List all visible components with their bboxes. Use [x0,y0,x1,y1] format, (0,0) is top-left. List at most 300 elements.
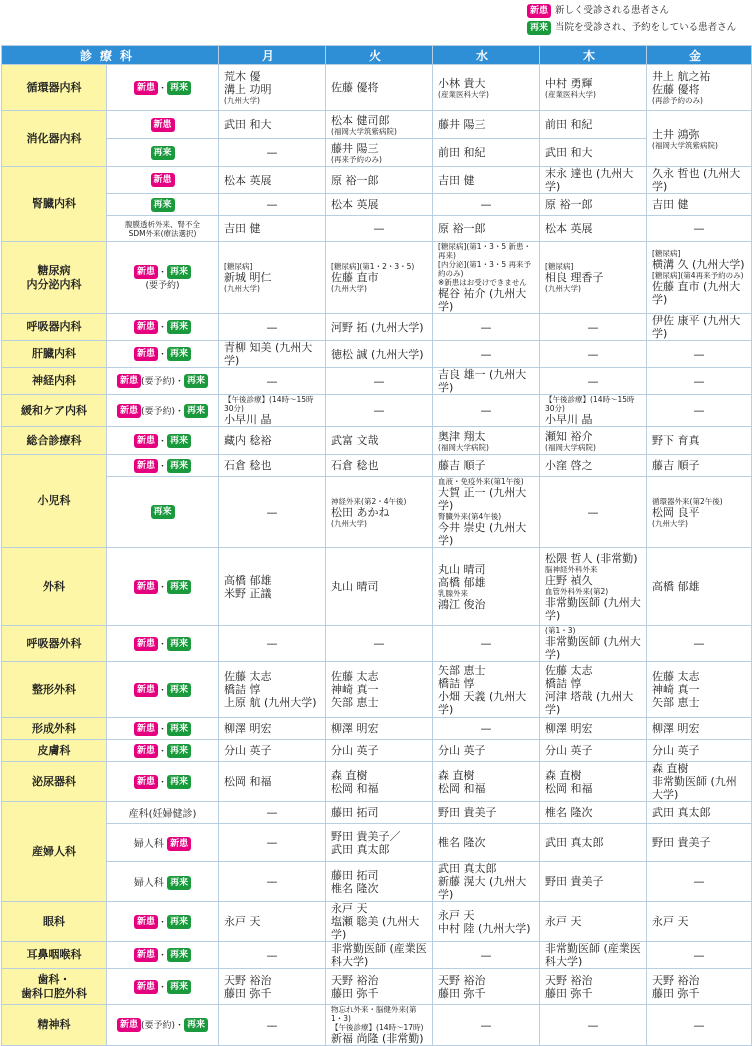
category-cell [107,824,219,862]
doctor-cell [540,548,647,626]
doctor-line: — [480,347,492,361]
new-patient-badge: 新患 [151,173,175,187]
doctor-cell [326,167,433,194]
doctor-cell [540,395,647,427]
category-separator: (要予約)・ [140,406,185,417]
new-patient-badge: 新患 [527,4,551,18]
doctor-line: 神経外来(第2・4午後) [331,496,407,506]
doctor-line: 藤田 弥千 [545,986,593,1000]
doctor-line: — [587,320,599,334]
doctor-line: 天野 裕治 [545,973,593,987]
doctor-cell [647,242,752,314]
doctor-line: 分山 英子 [438,744,486,757]
doctor-line: — [373,374,385,388]
doctor-cell [647,65,752,111]
doctor-line: (九州大学) [331,518,367,528]
doctor-cell [219,242,326,314]
department-name: 泌尿器科 [2,762,107,802]
doctor-cell [219,216,326,242]
category-cell [107,167,219,194]
table-row [2,455,752,477]
doctor-line: 【午後診療】(14時〜15時30分) [545,395,635,413]
doctor-line: 久永 哲也 (九州大学) [652,167,741,193]
doctor-cell [326,111,433,139]
doctor-line: 柳澤 明宏 [652,722,700,735]
return-patient-badge: 再来 [151,198,175,212]
doctor-line: 佐藤 太志 [331,670,379,683]
new-patient-badge: 新患 [134,948,158,962]
doctor-cell [540,802,647,824]
doctor-cell [219,65,326,111]
doctor-cell [433,969,540,1005]
doctor-line: 非常勤医師 (産業医科大学) [545,942,641,968]
category-separator: ・ [158,461,168,472]
doctor-cell [433,314,540,341]
new-patient-badge: 新患 [167,837,191,851]
doctor-cell [647,862,752,902]
return-patient-badge: 再来 [167,948,191,962]
doctor-cell [326,548,433,626]
doctor-cell [540,427,647,455]
header-thu: 木 [540,46,647,65]
doctor-line: 血管外科外来(第2) [545,586,609,596]
doctor-line: — [480,320,492,334]
doctor-line: 野田 貴美子 [438,806,497,819]
doctor-line: 小早川 晶 [545,413,593,426]
doctor-line: 土井 鴻弥 [652,127,700,141]
doctor-cell [326,1005,433,1046]
doctor-line: 原 裕一郎 [438,222,486,235]
doctor-cell [326,395,433,427]
doctor-cell [433,111,540,139]
department-name: 精神科 [2,1005,107,1046]
doctor-cell [647,341,752,368]
doctor-line: 非常勤医師 (九州大学) [652,775,737,801]
doctor-cell [326,216,433,242]
doctor-line: 佐藤 優将 [331,81,379,94]
doctor-cell [433,718,540,740]
new-patient-badge: 新患 [134,722,158,736]
doctor-cell [540,824,647,862]
doctor-cell [540,242,647,314]
doctor-cell [219,626,326,662]
category-cell [107,314,219,341]
doctor-line: 野田 貴美子／ [331,829,401,843]
doctor-cell [433,548,540,626]
doctor-line: 河津 塔哉 (九州大学) [545,689,634,716]
doctor-cell [219,762,326,802]
doctor-cell [540,65,647,111]
doctor-line: 佐藤 優将 [652,83,700,96]
doctor-line: 原 裕一郎 [545,198,593,211]
doctor-line: 【午後診療】(14時〜15時30分) [224,395,314,413]
doctor-cell [433,942,540,969]
doctor-cell [433,242,540,314]
doctor-cell [647,824,752,862]
doctor-line: — [693,404,705,417]
new-patient-badge: 新患 [134,459,158,473]
doctor-line: (第1・3) [545,626,576,635]
doctor-line: 柳澤 明宏 [224,722,272,735]
doctor-line: 松岡 和福 [438,781,486,795]
doctor-line: — [587,505,599,519]
doctor-cell [540,341,647,368]
doctor-line: 梶谷 祐介 (九州大学) [438,287,527,313]
doctor-line: 椎名 隆次 [545,806,593,819]
doctor-line: (九州大学) [224,284,260,293]
doctor-line: — [587,1018,599,1032]
category-separator: ・ [158,436,168,447]
return-patient-badge: 再来 [167,320,191,334]
doctor-cell [433,139,540,167]
doctor-line: 前田 和紀 [545,118,593,131]
doctor-cell [433,662,540,718]
doctor-cell [326,662,433,718]
return-patient-badge: 再来 [167,347,191,361]
doctor-cell [647,802,752,824]
doctor-line: — [693,374,705,388]
header-tue: 火 [326,46,433,65]
doctor-line: — [693,347,705,361]
department-name: 糖尿病 内分泌内科 [2,242,107,314]
doctor-line: 中村 勇輝 [545,76,593,90]
category-cell [107,626,219,662]
doctor-line: 原 裕一郎 [331,173,379,187]
doctor-line: 瀬知 裕介 [545,429,593,443]
doctor-line: [糖尿病](第1・2・3・5) [331,262,415,271]
department-name: 総合診療科 [2,427,107,455]
doctor-cell [219,824,326,862]
doctor-line: 新藤 滉大 (九州大学) [438,875,527,901]
return-patient-badge: 再来 [167,459,191,473]
doctor-line: — [373,222,385,235]
table-row [2,477,752,548]
doctor-cell [433,455,540,477]
header-dept: 診療科 [2,46,219,65]
doctor-cell [326,65,433,111]
doctor-cell [326,718,433,740]
category-cell [107,662,219,718]
doctor-line: — [693,1018,705,1032]
doctor-cell [540,662,647,718]
doctor-line: 藤吉 順子 [438,459,486,472]
doctor-cell [433,194,540,216]
new-patient-badge: 新患 [134,744,158,758]
doctor-line: — [480,722,492,735]
return-patient-badge: 再来 [167,683,191,697]
doctor-line: 永戸 天 [331,902,368,915]
return-patient-badge: 再来 [167,265,191,279]
category-cell [107,111,219,139]
doctor-cell [647,395,752,427]
category-cell [107,802,219,824]
doctor-line: 矢部 恵士 [331,696,379,709]
table-row [2,139,752,167]
department-name: 歯科・ 歯科口腔外科 [2,969,107,1005]
doctor-line: 佐藤 太志 [545,663,593,677]
doctor-line: — [587,374,599,388]
doctor-line: 野田 貴美子 [545,875,604,888]
doctor-line: 米野 正議 [224,586,272,600]
new-patient-badge: 新患 [117,1018,141,1032]
category-label: 産科(妊婦健診) [128,809,197,820]
doctor-cell [326,824,433,862]
category-separator: ・ [158,267,168,278]
table-row [2,242,752,314]
table-row [2,802,752,824]
doctor-cell [540,762,647,802]
table-row [2,862,752,902]
doctor-line: 【午後診療】(14時〜17時) [331,1023,424,1032]
doctor-line: 溝上 功明 [224,83,272,96]
category-cell [107,139,219,167]
return-patient-badge: 再来 [167,81,191,95]
department-name: 循環器内科 [2,65,107,111]
doctor-cell [219,802,326,824]
doctor-line: — [266,836,278,849]
table-row [2,969,752,1005]
doctor-line: 松岡 良平 [652,505,700,519]
doctor-cell [540,314,647,341]
category-cell [107,548,219,626]
doctor-line: 末永 達也 (九州大学) [545,167,634,193]
department-name: 呼吸器外科 [2,626,107,662]
return-patient-badge: 再来 [151,146,175,160]
table-row [2,824,752,862]
category-cell [107,242,219,314]
doctor-cell [219,314,326,341]
table-row [2,111,752,139]
category-separator: ・ [158,323,168,333]
doctor-line: (九州大学) [224,96,260,105]
doctor-line: — [266,374,278,388]
category-separator: ・ [158,917,168,928]
doctor-cell [326,427,433,455]
doctor-line: 藤田 拓司 [331,868,379,882]
doctor-cell [433,368,540,395]
new-patient-badge: 新患 [134,434,158,448]
category-cell [107,862,219,902]
doctor-line: — [266,320,278,334]
return-patient-badge: 再来 [167,637,191,651]
doctor-line: 松本 英展 [545,222,593,235]
doctor-line: 非常勤医師 (九州大学) [545,635,641,661]
doctor-line: 森 直樹 [545,768,582,782]
new-patient-badge: 新患 [134,347,158,361]
return-patient-badge: 再来 [184,1018,208,1032]
doctor-line: 吉田 健 [652,198,689,211]
doctor-line: 高橋 郁雄 [224,573,272,587]
doctor-line: 矢部 恵士 [652,696,700,709]
doctor-line: 佐藤 太志 [652,670,700,683]
category-separator: ・ [158,951,168,961]
doctor-cell [647,427,752,455]
doctor-line: 天野 裕治 [331,973,379,987]
category-cell [107,395,219,427]
doctor-cell [326,477,433,548]
new-patient-badge: 新患 [134,81,158,95]
category-separator: ・ [158,582,168,593]
table-row [2,662,752,718]
doctor-line: 庄野 禎久 [545,573,593,587]
doctor-line: 松岡 和福 [545,781,593,795]
doctor-line: (九州大学) [652,518,688,528]
table-row [2,718,752,740]
table-row [2,167,752,194]
doctor-line: 荒木 優 [224,70,261,83]
doctor-line: 佐藤 直市 [331,271,379,284]
doctor-cell [540,969,647,1005]
table-row [2,65,752,111]
doctor-cell [540,902,647,942]
doctor-line: — [266,505,278,519]
doctor-line: 松本 健司郎 [331,113,390,127]
doctor-cell [433,216,540,242]
doctor-cell [433,395,540,427]
doctor-line: 石倉 稔也 [331,459,379,472]
doctor-line: 中村 陸 (九州大学) [438,921,531,935]
doctor-line: 大賀 正一 (九州大学) [438,486,527,512]
doctor-cell [326,455,433,477]
doctor-line: 鴻江 俊治 [438,597,486,611]
category-separator: (要予約)・ [140,377,185,387]
doctor-line: [糖尿病] [545,262,574,271]
new-patient-badge: 新患 [117,404,141,418]
doctor-cell [219,718,326,740]
doctor-line: 藤田 弥千 [224,986,272,1000]
category-cell [107,477,219,548]
table-row [2,341,752,368]
doctor-cell [326,368,433,395]
doctor-line: (再診予約のみ) [652,96,703,105]
doctor-cell [219,862,326,902]
doctor-cell [540,167,647,194]
doctor-cell [219,942,326,969]
doctor-line: 分山 英子 [545,744,593,757]
doctor-line: 新福 尚隆 (非常勤) [331,1032,424,1045]
doctor-cell [433,762,540,802]
department-name: 耳鼻咽喉科 [2,942,107,969]
doctor-line: 松岡 和福 [224,775,272,788]
doctor-line: 武田 和大 [545,146,593,159]
new-patient-badge: 新患 [134,980,158,994]
doctor-line: 神崎 真一 [652,683,700,696]
doctor-cell [647,902,752,942]
doctor-line: — [693,222,705,235]
doctor-cell [647,167,752,194]
department-name: 呼吸器内科 [2,314,107,341]
category-cell [107,216,219,242]
department-name: 緩和ケア内科 [2,395,107,427]
doctor-line: 吉良 雄一 (九州大学) [438,368,527,394]
doctor-line: 伊佐 康平 (九州大学) [652,314,741,340]
doctor-line: 永戸 天 [438,908,475,922]
doctor-cell [219,368,326,395]
category-cell [107,368,219,395]
new-patient-text: 新しく受診される患者さん [555,5,670,16]
doctor-cell [540,1005,647,1046]
doctor-line: 武田 真太郎 [545,836,604,849]
doctor-cell [219,455,326,477]
doctor-line: 徳松 誠 (九州大学) [331,347,424,361]
category-cell [107,942,219,969]
doctor-cell [433,824,540,862]
doctor-cell [219,194,326,216]
doctor-line: — [480,1018,492,1032]
doctor-line: 藤田 弥千 [652,986,700,1000]
table-row [2,368,752,395]
table-row [2,1005,752,1046]
doctor-cell [326,762,433,802]
doctor-line: 永戸 天 [652,915,689,928]
doctor-cell [326,626,433,662]
doctor-cell [433,167,540,194]
doctor-line: 松田 あかね [331,505,390,519]
doctor-line: 小早川 晶 [224,413,272,426]
category-cell [107,740,219,762]
header-mon: 月 [219,46,326,65]
category-cell [107,455,219,477]
doctor-cell [540,111,647,139]
doctor-line: 丸山 晴司 [331,580,379,593]
doctor-line: (福岡大学筑紫病院) [652,140,718,150]
doctor-cell [647,216,752,242]
doctor-cell [647,194,752,216]
doctor-line: 橋詰 惇 [438,676,475,690]
department-name: 形成外科 [2,718,107,740]
appointment-note: (要予約) [145,280,180,291]
doctor-line: 丸山 晴司 [438,562,486,576]
doctor-cell [540,862,647,902]
doctor-cell [647,969,752,1005]
doctor-line: 佐藤 直市 (九州大学) [652,280,741,306]
doctor-line: 石倉 稔也 [224,459,272,472]
new-patient-badge: 新患 [117,374,141,388]
doctor-line: 藤吉 順子 [652,459,700,472]
doctor-line: 青柳 知美 (九州大学) [224,341,313,367]
doctor-cell [647,1005,752,1046]
doctor-line: 非常勤医師 (九州大学) [545,595,641,622]
doctor-line: [内分泌](第1・3・5 再来予約のみ) [438,260,531,278]
new-patient-badge: 新患 [134,637,158,651]
doctor-cell [326,194,433,216]
doctor-cell [219,662,326,718]
doctor-cell [326,969,433,1005]
department-name: 腎臓内科 [2,167,107,242]
doctor-line: 矢部 恵士 [438,663,486,677]
doctor-cell [219,740,326,762]
doctor-line: 新城 明仁 [224,271,272,284]
new-patient-badge: 新患 [134,320,158,334]
doctor-cell [540,626,647,662]
doctor-cell [326,802,433,824]
category-cell [107,65,219,111]
return-patient-badge: 再来 [184,404,208,418]
category-separator: ・ [158,83,168,94]
doctor-line: — [373,637,385,650]
doctor-line: — [266,806,278,819]
doctor-line: 藏内 稔裕 [224,434,272,447]
return-patient-badge: 再来 [167,915,191,929]
doctor-cell [326,942,433,969]
doctor-cell [433,626,540,662]
doctor-line: 高橋 郁雄 [652,580,700,593]
doctor-cell [540,740,647,762]
doctor-line: — [587,347,599,361]
new-patient-badge: 新患 [134,775,158,789]
return-patient-badge: 再来 [184,374,208,388]
table-row [2,314,752,341]
